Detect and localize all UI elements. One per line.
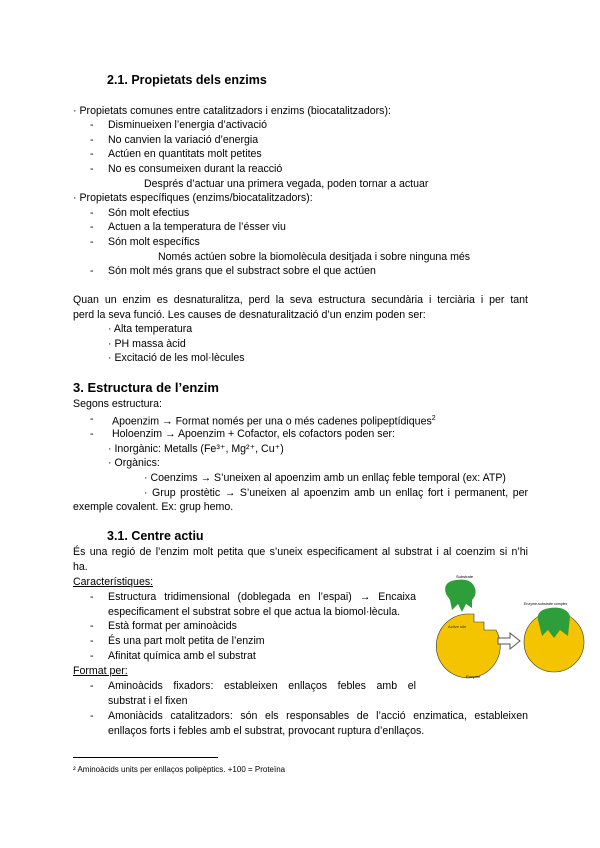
active-site-definition-1: És una regió de l’enzim molt petita que s’uneix especificament al substrat i al coenzim si n’hi — [73, 546, 528, 558]
apoenzim-text: Apoenzim → Format només per una o més cadenes polipeptídiques — [112, 415, 432, 428]
bullet-dash: - — [90, 148, 94, 160]
cause-item: · Alta temperatura — [108, 323, 193, 335]
bullet-dash: - — [90, 119, 94, 131]
enzyme-label: Enzyme — [466, 674, 481, 679]
structure-intro: Segons estructura: — [73, 398, 162, 410]
denaturation-line-1: Quan un enzim es desnaturalitza, perd la seva estructura secundària i terciària i per tant — [73, 294, 528, 306]
bullet-dash: - — [90, 650, 94, 662]
bullet-dash: - — [90, 413, 94, 425]
characteristic-item: Està format per aminoàcids — [108, 620, 237, 632]
bullet-dash: - — [90, 635, 94, 647]
bullet-dash: - — [90, 221, 94, 233]
specific-item: Són molt específics — [108, 236, 200, 248]
composition-header: Format per: — [73, 665, 128, 677]
common-item: No canvien la variació d’energia — [108, 134, 259, 146]
bullet-dash: - — [90, 134, 94, 146]
footnote: ² Aminoàcids units per enllaços polipèptics. +100 = Proteïna — [73, 765, 286, 774]
bullet-dash: - — [90, 710, 94, 722]
specific-note: Només actúen sobre la biomolècula desitjada i sobre ninguna més — [158, 251, 471, 263]
section-2-1-title: 2.1. Propietats dels enzims — [107, 73, 267, 87]
prosthetic-line-2: exemple covalent. Ex: grup hemo. — [73, 501, 234, 513]
coenzims-line: · Coenzims → S’uneixen al apoenzim amb un enllaç feble temporal (ex: ATP) — [144, 472, 506, 484]
characteristic-item: Afinitat química amb el substrat — [108, 650, 256, 662]
characteristic-item: És una part molt petita de l’enzim — [108, 635, 265, 647]
section-3-title: 3. Estructura de l’enzim — [73, 380, 219, 395]
composition-item-cont: substrat i el fixen — [108, 695, 188, 707]
common-note: Després d’actuar una primera vegada, poden tornar a actuar — [144, 178, 429, 190]
characteristics-header: Característiques: — [73, 576, 154, 588]
characteristic-item: Estructura tridimensional (doblegada en l’espai) → Encaixa — [108, 591, 416, 603]
common-item: Disminueixen l’energia d’activació — [108, 119, 267, 131]
specific-item: Actuen a la temperatura de l’ésser viu — [108, 221, 286, 233]
substrate-shape — [445, 580, 475, 612]
cause-item: · Excitació de les mol·lècules — [108, 352, 245, 364]
active-site-label: Active site — [448, 624, 467, 629]
section-3-1-title: 3.1. Centre actiu — [107, 529, 204, 543]
bullet-dash: - — [90, 620, 94, 632]
bullet-dash: - — [90, 265, 94, 277]
enzyme-substrate-figure — [426, 574, 591, 684]
common-properties-header: · Propietats comunes entre catalitzadors i enzims (biocatalitzadors): — [73, 105, 391, 117]
specific-item: Són molt més grans que el substract sobre el que actúen — [108, 265, 376, 277]
bullet-dash: - — [90, 207, 94, 219]
cause-item: · PH massa àcid — [108, 338, 186, 350]
active-site-definition-2: ha. — [73, 561, 88, 573]
bullet-dash: - — [90, 236, 94, 248]
specific-properties-header: · Propietats específiques (enzims/biocatalitzadors): — [73, 192, 313, 204]
enzyme-shape — [436, 614, 500, 678]
common-item: Actúen en quantitats molt petites — [108, 148, 262, 160]
composition-item-cont: enllaços forts i febles amb el substrat, provocant ruptura d’enllaços. — [108, 725, 425, 737]
denaturation-line-2: perd la seva funció. Les causes de desnaturalització d’un enzim poden ser: — [73, 309, 426, 321]
bullet-dash: - — [90, 680, 94, 692]
footnote-ref: 2 — [431, 415, 436, 422]
bullet-dash: - — [90, 428, 94, 440]
specific-item: Són molt efectius — [108, 207, 190, 219]
arrow-icon — [498, 633, 520, 649]
bullet-dash: - — [90, 591, 94, 603]
composition-item: Amoniàcids catalitzadors: són els responsables de l’acció enzimatica, estableixen — [108, 710, 528, 722]
common-item: No es consumeixen durant la reacció — [108, 163, 283, 175]
inorganic-cofactor: · Inorgànic: Metalls (Fe³⁺, Mg²⁺, Cu⁺) — [108, 443, 284, 455]
prosthetic-line: · Grup prostètic → S’uneixen al apoenzim amb un enllaç fort i permanent, per — [144, 487, 528, 499]
holoenzim-line: Holoenzim → Apoenzim + Cofactor, els cofactors poden ser: — [112, 428, 395, 440]
substrate-label: Substrate — [456, 574, 474, 579]
bullet-dash: - — [90, 163, 94, 175]
characteristic-item-cont: especificament el substrat sobre el que actua la biomol·lècula. — [108, 606, 401, 618]
footnote-rule — [73, 757, 218, 758]
composition-item: Aminoàcids fixadors: estableixen enllaços febles amb el — [108, 680, 416, 692]
enzyme-substrate-complex — [524, 608, 584, 672]
organic-cofactor: · Orgànics: — [108, 457, 160, 469]
complex-label: Enzyme-substrate complex — [524, 602, 568, 606]
